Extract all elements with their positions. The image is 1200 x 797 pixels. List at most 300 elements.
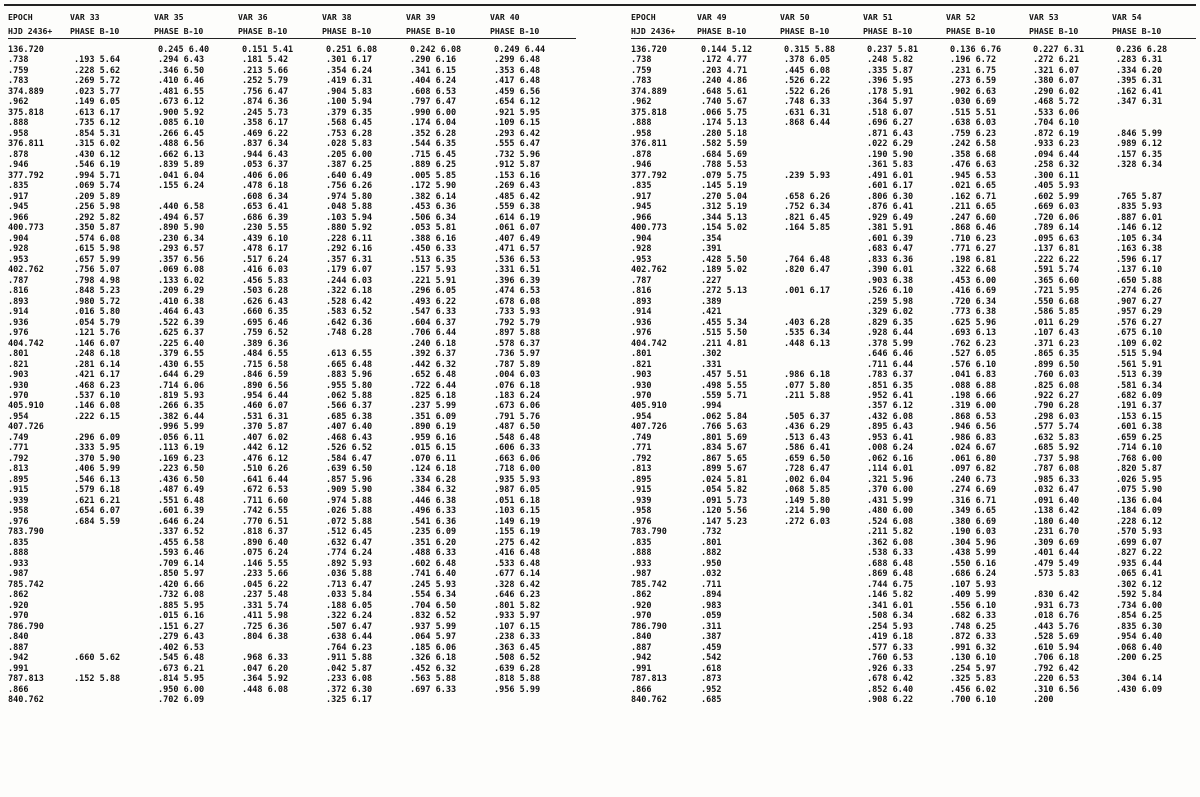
phase-mag-cell: .601 6.39: [158, 506, 205, 517]
epoch-cell: .915: [8, 485, 29, 496]
phase-mag-cell: .663 6.06: [494, 453, 541, 464]
phase-mag-cell: .416 6.69: [950, 286, 997, 297]
phase-mag-cell: .874 6.36: [242, 97, 289, 108]
phase-mag-cell: .563 5.88: [410, 674, 457, 685]
table-row: [631, 349, 1196, 359]
epoch-cell: .866: [631, 684, 652, 695]
phase-mag-cell: [780, 401, 863, 411]
table-row: [631, 475, 1196, 485]
phase-mag-cell: [1112, 664, 1196, 674]
phase-mag-cell: .890 6.19: [410, 422, 457, 433]
phase-mag-cell: .639 6.28: [494, 663, 541, 674]
table-row: [631, 276, 1196, 286]
table-row: [8, 150, 576, 160]
phase-mag-cell: .610 5.94: [1033, 642, 1080, 653]
phase-mag-cell: .245 5.93: [410, 579, 457, 590]
phase-mag-cell: [238, 643, 322, 653]
phase-mag-cell: .654 6.12: [494, 97, 541, 108]
epoch-cell: 783.790: [631, 527, 667, 538]
phase-mag-cell: .929 6.49: [867, 212, 914, 223]
phase-mag-cell: .931 6.73: [1033, 600, 1080, 611]
phase-mag-cell: .030 6.69: [950, 97, 997, 108]
epoch-cell: .888: [8, 548, 29, 559]
phase-mag-cell: .357 6.12: [867, 401, 914, 412]
epoch-cell: .930: [631, 380, 652, 391]
col-header: VAR 40: [490, 12, 520, 22]
table-row: [8, 527, 576, 537]
photometry-table-left: [8, 10, 576, 706]
phase-mag-cell: .508 6.34: [867, 611, 914, 622]
phase-mag-cell: .334 6.20: [1116, 65, 1163, 76]
table-row: [631, 485, 1196, 495]
phase-mag-cell: 0.315 5.88: [784, 45, 836, 55]
epoch-cell: .933: [631, 558, 652, 569]
phase-mag-cell: .518 6.07: [867, 107, 914, 118]
phase-mag-cell: .445 6.08: [784, 65, 831, 76]
table-row: [631, 339, 1196, 349]
phase-mag-cell: .848 5.23: [74, 286, 121, 297]
table-row: [8, 171, 576, 181]
phase-mag-cell: .524 6.08: [867, 516, 914, 527]
phase-mag-cell: .349 6.65: [950, 506, 997, 517]
phase-mag-cell: .945 6.53: [950, 170, 997, 181]
table-row: [631, 181, 1196, 191]
epoch-cell: 376.811: [8, 139, 44, 150]
phase-mag-cell: .273 6.59: [950, 76, 997, 87]
phase-mag-cell: .304 6.14: [1116, 674, 1163, 685]
phase-mag-cell: .825 6.18: [410, 390, 457, 401]
table-row: [8, 181, 576, 191]
phase-mag-cell: .468 5.72: [1033, 97, 1080, 108]
phase-mag-cell: .072 5.88: [326, 516, 373, 527]
phase-mag-cell: .871 6.43: [867, 128, 914, 139]
phase-mag-cell: .660 6.35: [242, 307, 289, 318]
phase-mag-cell: .766 5.63: [701, 422, 748, 433]
phase-mag-cell: [1112, 695, 1196, 705]
phase-mag-cell: .401 6.44: [1033, 548, 1080, 559]
table-row: [631, 223, 1196, 233]
epoch-cell: .887: [8, 642, 29, 653]
phase-mag-cell: .032 6.47: [1033, 485, 1080, 496]
table-row: [631, 108, 1196, 118]
phase-mag-cell: .618: [701, 663, 722, 674]
phase-mag-cell: .506 6.34: [410, 212, 457, 223]
phase-mag-cell: .028 5.83: [326, 139, 373, 150]
phase-mag-cell: [780, 527, 863, 537]
phase-mag-cell: .193 5.64: [74, 55, 121, 66]
phase-mag-cell: .136 6.04: [1116, 495, 1163, 506]
phase-mag-cell: .469 6.22: [242, 128, 289, 139]
table-row: [8, 76, 576, 86]
table-row: [8, 244, 576, 254]
phase-mag-cell: .625 6.37: [158, 328, 205, 339]
phase-mag-cell: .568 6.45: [326, 118, 373, 129]
epoch-cell: .966: [8, 212, 29, 223]
phase-mag-cell: .430 6.55: [158, 359, 205, 370]
epoch-cell: .970: [8, 611, 29, 622]
phase-mag-cell: .379 6.35: [326, 107, 373, 118]
phase-mag-cell: [780, 643, 863, 653]
epoch-cell: .954: [631, 411, 652, 422]
phase-mag-cell: .389 6.36: [242, 338, 289, 349]
col-header: VAR 35: [154, 12, 184, 22]
epoch-cell: .903: [631, 370, 652, 381]
phase-mag-cell: .061 6.07: [494, 223, 541, 234]
phase-mag-cell: .851 6.35: [867, 380, 914, 391]
phase-mag-cell: .304 5.96: [950, 537, 997, 548]
phase-mag-cell: .430 6.09: [1116, 684, 1163, 695]
table-row: [631, 569, 1196, 579]
phase-mag-cell: .416 6.48: [494, 548, 541, 559]
phase-mag-cell: .281 6.14: [74, 359, 121, 370]
epoch-cell: 404.742: [631, 338, 667, 349]
table-row: [631, 580, 1196, 590]
phase-mag-cell: 0.144 5.12: [701, 45, 753, 55]
phase-mag-cell: .240 6.73: [950, 474, 997, 485]
phase-mag-cell: .994 5.71: [74, 170, 121, 181]
phase-mag-cell: [780, 360, 863, 370]
phase-mag-cell: .114 6.01: [867, 464, 914, 475]
phase-mag-cell: [70, 548, 154, 558]
phase-mag-cell: .069 5.74: [74, 181, 121, 192]
epoch-cell: .888: [8, 118, 29, 129]
phase-mag-cell: 0.237 5.81: [867, 45, 919, 55]
table-row: [631, 328, 1196, 338]
phase-mag-cell: .120 5.56: [701, 506, 748, 517]
col-subheader: PHASE B-10: [406, 24, 490, 39]
phase-mag-cell: .421 6.17: [74, 370, 121, 381]
phase-mag-cell: .248 5.82: [867, 55, 914, 66]
phase-mag-cell: .556 6.10: [950, 600, 997, 611]
table-row: [631, 391, 1196, 401]
phase-mag-cell: .508 6.52: [494, 653, 541, 664]
phase-mag-cell: .137 6.81: [1033, 244, 1080, 255]
phase-mag-cell: .968 6.33: [242, 653, 289, 664]
phase-mag-cell: .231 6.75: [950, 65, 997, 76]
phase-mag-cell: .410 6.38: [158, 296, 205, 307]
phase-mag-cell: .632 6.47: [326, 537, 373, 548]
epoch-cell: 376.811: [631, 139, 667, 150]
table-row: [631, 45, 1196, 55]
phase-mag-cell: .684 5.69: [701, 149, 748, 160]
phase-mag-cell: .854 6.25: [1116, 611, 1163, 622]
epoch-cell: 407.726: [631, 422, 667, 433]
table-row: [8, 160, 576, 170]
phase-mag-cell: .576 6.10: [950, 359, 997, 370]
phase-mag-cell: [238, 695, 322, 705]
phase-mag-cell: .351 6.09: [410, 411, 457, 422]
phase-mag-cell: .983: [701, 600, 722, 611]
epoch-cell: 840.762: [631, 695, 667, 706]
phase-mag-cell: .254 5.97: [950, 663, 997, 674]
phase-mag-cell: .178 5.91: [867, 86, 914, 97]
header-row-var: [8, 10, 576, 24]
phase-mag-cell: .584 6.47: [326, 453, 373, 464]
phase-mag-cell: .646 6.46: [867, 349, 914, 360]
phase-mag-cell: .395 6.31: [1116, 76, 1163, 87]
epoch-cell: 407.726: [8, 422, 44, 433]
epoch-cell: .835: [8, 537, 29, 548]
col-header: VAR 53: [1029, 12, 1059, 22]
table-row: [631, 422, 1196, 432]
phase-mag-cell: .576 6.27: [1116, 317, 1163, 328]
epoch-cell: .759: [8, 65, 29, 76]
table-row: [631, 381, 1196, 391]
phase-mag-cell: .626 6.43: [242, 296, 289, 307]
phase-mag-cell: .846 6.59: [242, 370, 289, 381]
phase-mag-cell: .430 6.12: [74, 149, 121, 160]
phase-mag-cell: .222 6.22: [1033, 254, 1080, 265]
phase-mag-cell: .298 6.03: [1033, 411, 1080, 422]
phase-mag-cell: .648 5.61: [701, 86, 748, 97]
table-row: [631, 401, 1196, 411]
phase-mag-cell: .528 5.69: [1033, 632, 1080, 643]
phase-mag-cell: .790 6.28: [1033, 401, 1080, 412]
phase-mag-cell: .926 6.33: [867, 663, 914, 674]
phase-mag-cell: .721 5.95: [1033, 286, 1080, 297]
phase-mag-cell: .952 6.41: [867, 390, 914, 401]
phase-mag-cell: [70, 559, 154, 569]
phase-mag-cell: .004 6.03: [494, 370, 541, 381]
phase-mag-cell: 0.251 6.08: [326, 45, 378, 55]
phase-mag-cell: .682 6.09: [1116, 390, 1163, 401]
phase-mag-cell: .209 6.29: [158, 286, 205, 297]
phase-mag-cell: .214 5.90: [784, 506, 831, 517]
phase-mag-cell: .507 6.47: [326, 621, 373, 632]
phase-mag-cell: .908 6.22: [867, 695, 914, 706]
phase-mag-cell: .582 5.59: [701, 139, 748, 150]
phase-mag-cell: .103 6.15: [494, 506, 541, 517]
phase-mag-cell: .364 5.92: [242, 674, 289, 685]
phase-mag-cell: .299 6.48: [494, 55, 541, 66]
phase-mag-cell: .162 6.71: [950, 191, 997, 202]
table-row: [8, 381, 576, 391]
epoch-cell: .840: [8, 632, 29, 643]
epoch-cell: 787.813: [631, 674, 667, 685]
phase-mag-cell: [1112, 118, 1196, 128]
phase-mag-cell: .789 6.14: [1033, 223, 1080, 234]
phase-mag-cell: .230 5.55: [242, 223, 289, 234]
phase-mag-cell: .358 6.68: [950, 149, 997, 160]
phase-mag-cell: .954 6.44: [242, 390, 289, 401]
phase-mag-cell: .541 6.36: [410, 516, 457, 527]
phase-mag-cell: .837 6.34: [242, 139, 289, 150]
phase-mag-cell: .887 6.01: [1116, 212, 1163, 223]
phase-mag-cell: .697 6.33: [410, 684, 457, 695]
phase-mag-cell: .353 6.48: [494, 65, 541, 76]
table-row: [8, 464, 576, 474]
epoch-cell: .970: [631, 611, 652, 622]
phase-mag-cell: .946 6.56: [950, 422, 997, 433]
phase-mag-cell: .869 6.48: [867, 569, 914, 580]
phase-mag-cell: .989 6.12: [1116, 139, 1163, 150]
table-row: [631, 653, 1196, 663]
phase-mag-cell: .064 5.97: [410, 632, 457, 643]
phase-mag-cell: .577 5.74: [1033, 422, 1080, 433]
phase-mag-cell: .331 6.51: [494, 265, 541, 276]
phase-mag-cell: .760 6.03: [1033, 370, 1080, 381]
epoch-cell: .893: [8, 296, 29, 307]
phase-mag-cell: .196 6.72: [950, 55, 997, 66]
phase-mag-cell: .169 6.23: [158, 453, 205, 464]
phase-mag-cell: 0.227 6.31: [1033, 45, 1085, 55]
phase-mag-cell: .378 6.05: [784, 55, 831, 66]
phase-mag-cell: .820 5.87: [1116, 464, 1163, 475]
phase-mag-cell: .023 5.77: [74, 86, 121, 97]
phase-mag-cell: .533 6.48: [494, 558, 541, 569]
phase-mag-cell: .536 6.53: [494, 254, 541, 265]
phase-mag-cell: .452 6.32: [410, 663, 457, 674]
phase-mag-cell: [780, 276, 863, 286]
phase-mag-cell: .079 5.75: [701, 170, 748, 181]
phase-mag-cell: .672 6.53: [242, 485, 289, 496]
table-body-right: [631, 45, 1196, 706]
phase-mag-cell: .153 6.15: [1116, 411, 1163, 422]
phase-mag-cell: .248 6.18: [74, 349, 121, 360]
table-row: [8, 496, 576, 506]
phase-mag-cell: .991 6.32: [950, 642, 997, 653]
phase-mag-cell: .854 5.31: [74, 128, 121, 139]
phase-mag-cell: .190 6.03: [950, 527, 997, 538]
phase-mag-cell: .693 6.13: [950, 328, 997, 339]
phase-mag-cell: [70, 569, 154, 579]
phase-mag-cell: .407 6.40: [326, 422, 373, 433]
phase-mag-cell: .839 5.89: [158, 160, 205, 171]
phase-mag-cell: .903 6.38: [867, 275, 914, 286]
phase-mag-cell: .974 5.88: [326, 495, 373, 506]
phase-mag-cell: .513 6.39: [1116, 370, 1163, 381]
phase-mag-cell: .443 5.76: [1033, 621, 1080, 632]
phase-mag-cell: .363 6.45: [494, 642, 541, 653]
phase-mag-cell: [780, 674, 863, 684]
table-row: [8, 664, 576, 674]
phase-mag-cell: .787 5.89: [494, 359, 541, 370]
phase-mag-cell: .631 6.31: [784, 107, 831, 118]
phase-mag-cell: .460 6.07: [242, 401, 289, 412]
phase-mag-cell: .220 6.53: [1033, 674, 1080, 685]
col-header: VAR 39: [406, 12, 436, 22]
phase-mag-cell: .994: [701, 401, 722, 412]
epoch-cell: .878: [631, 149, 652, 160]
phase-mag-cell: [70, 527, 154, 537]
phase-mag-cell: .033 5.84: [326, 590, 373, 601]
phase-mag-cell: .704 6.10: [1033, 118, 1080, 129]
table-row: [8, 286, 576, 296]
phase-mag-cell: [780, 622, 863, 632]
phase-mag-cell: .725 6.36: [242, 621, 289, 632]
phase-mag-cell: [70, 685, 154, 695]
phase-mag-cell: .223 6.50: [158, 464, 205, 475]
table-row: [8, 223, 576, 233]
phase-mag-cell: [780, 139, 863, 149]
phase-mag-cell: .554 6.34: [410, 590, 457, 601]
epoch-cell: .914: [631, 307, 652, 318]
phase-mag-cell: .904 5.83: [326, 86, 373, 97]
epoch-cell: 402.762: [8, 265, 44, 276]
phase-mag-cell: .319 6.00: [950, 401, 997, 412]
phase-mag-cell: .436 6.29: [784, 422, 831, 433]
phase-mag-cell: .890 6.40: [242, 537, 289, 548]
phase-mag-cell: .464 6.43: [158, 307, 205, 318]
phase-mag-cell: .107 6.43: [1033, 328, 1080, 339]
phase-mag-cell: .801 5.69: [701, 432, 748, 443]
phase-mag-cell: .296 6.05: [410, 286, 457, 297]
phase-mag-cell: .011 6.29: [1033, 317, 1080, 328]
phase-mag-cell: .642 6.36: [326, 317, 373, 328]
epoch-cell: .976: [631, 516, 652, 527]
phase-mag-cell: .570 5.93: [1116, 527, 1163, 538]
table-row: [8, 559, 576, 569]
phase-mag-cell: .326 6.18: [410, 653, 457, 664]
phase-mag-cell: .088 6.88: [950, 380, 997, 391]
phase-mag-cell: .928 6.44: [867, 328, 914, 339]
phase-mag-cell: .476 6.12: [242, 453, 289, 464]
epoch-cell: .945: [8, 202, 29, 213]
phase-mag-cell: .239 5.93: [784, 170, 831, 181]
phase-mag-cell: .835 6.30: [1116, 621, 1163, 632]
phase-mag-cell: .146 6.07: [74, 338, 121, 349]
phase-mag-cell: .702 6.09: [158, 695, 205, 706]
phase-mag-cell: [780, 590, 863, 600]
phase-mag-cell: .542: [701, 653, 722, 664]
phase-mag-cell: .270 5.04: [701, 191, 748, 202]
table-row: [631, 297, 1196, 307]
phase-mag-cell: [70, 45, 154, 55]
phase-mag-cell: .728 6.47: [784, 464, 831, 475]
phase-mag-cell: .685: [701, 695, 722, 706]
phase-mag-cell: .290 6.16: [410, 55, 457, 66]
phase-mag-cell: .792 6.42: [1033, 663, 1080, 674]
phase-mag-cell: .018 6.76: [1033, 611, 1080, 622]
epoch-cell: .895: [8, 474, 29, 485]
table-row: [631, 632, 1196, 642]
phase-mag-cell: .001 6.17: [784, 286, 831, 297]
phase-mag-cell: [780, 559, 863, 569]
epoch-cell: 840.762: [8, 695, 44, 706]
phase-mag-cell: .316 6.71: [950, 495, 997, 506]
phase-mag-cell: .515 5.94: [1116, 349, 1163, 360]
phase-mag-cell: .986 6.18: [784, 370, 831, 381]
phase-mag-cell: .711 6.60: [242, 495, 289, 506]
phase-mag-cell: .411 5.98: [242, 611, 289, 622]
phase-mag-cell: .228 6.11: [326, 233, 373, 244]
phase-mag-cell: .200: [1033, 695, 1054, 706]
phase-mag-cell: .242 6.58: [950, 139, 997, 150]
phase-mag-cell: .225 6.40: [158, 338, 205, 349]
phase-mag-cell: .075 6.24: [242, 548, 289, 559]
phase-mag-cell: .883 5.96: [326, 370, 373, 381]
phase-mag-cell: .322 6.24: [326, 611, 373, 622]
epoch-cell: .749: [631, 432, 652, 443]
phase-mag-cell: .107 6.15: [494, 621, 541, 632]
phase-mag-cell: .354: [701, 233, 722, 244]
phase-mag-cell: .024 6.67: [950, 443, 997, 454]
phase-mag-cell: .907 6.27: [1116, 296, 1163, 307]
phase-mag-cell: .615 5.98: [74, 244, 121, 255]
col-subheader: PHASE B-10: [697, 24, 780, 39]
table-row: [8, 695, 576, 705]
col-subheader: PHASE B-10: [238, 24, 322, 39]
phase-mag-cell: .665 6.48: [326, 359, 373, 370]
phase-mag-cell: .325 5.83: [950, 674, 997, 685]
phase-mag-cell: .762 6.23: [950, 338, 997, 349]
phase-mag-cell: .899 5.67: [701, 464, 748, 475]
epoch-cell: .821: [631, 359, 652, 370]
phase-mag-cell: .641 6.44: [242, 474, 289, 485]
phase-mag-cell: .109 6.02: [1116, 338, 1163, 349]
phase-mag-cell: [70, 601, 154, 611]
phase-mag-cell: .944 6.43: [242, 149, 289, 160]
